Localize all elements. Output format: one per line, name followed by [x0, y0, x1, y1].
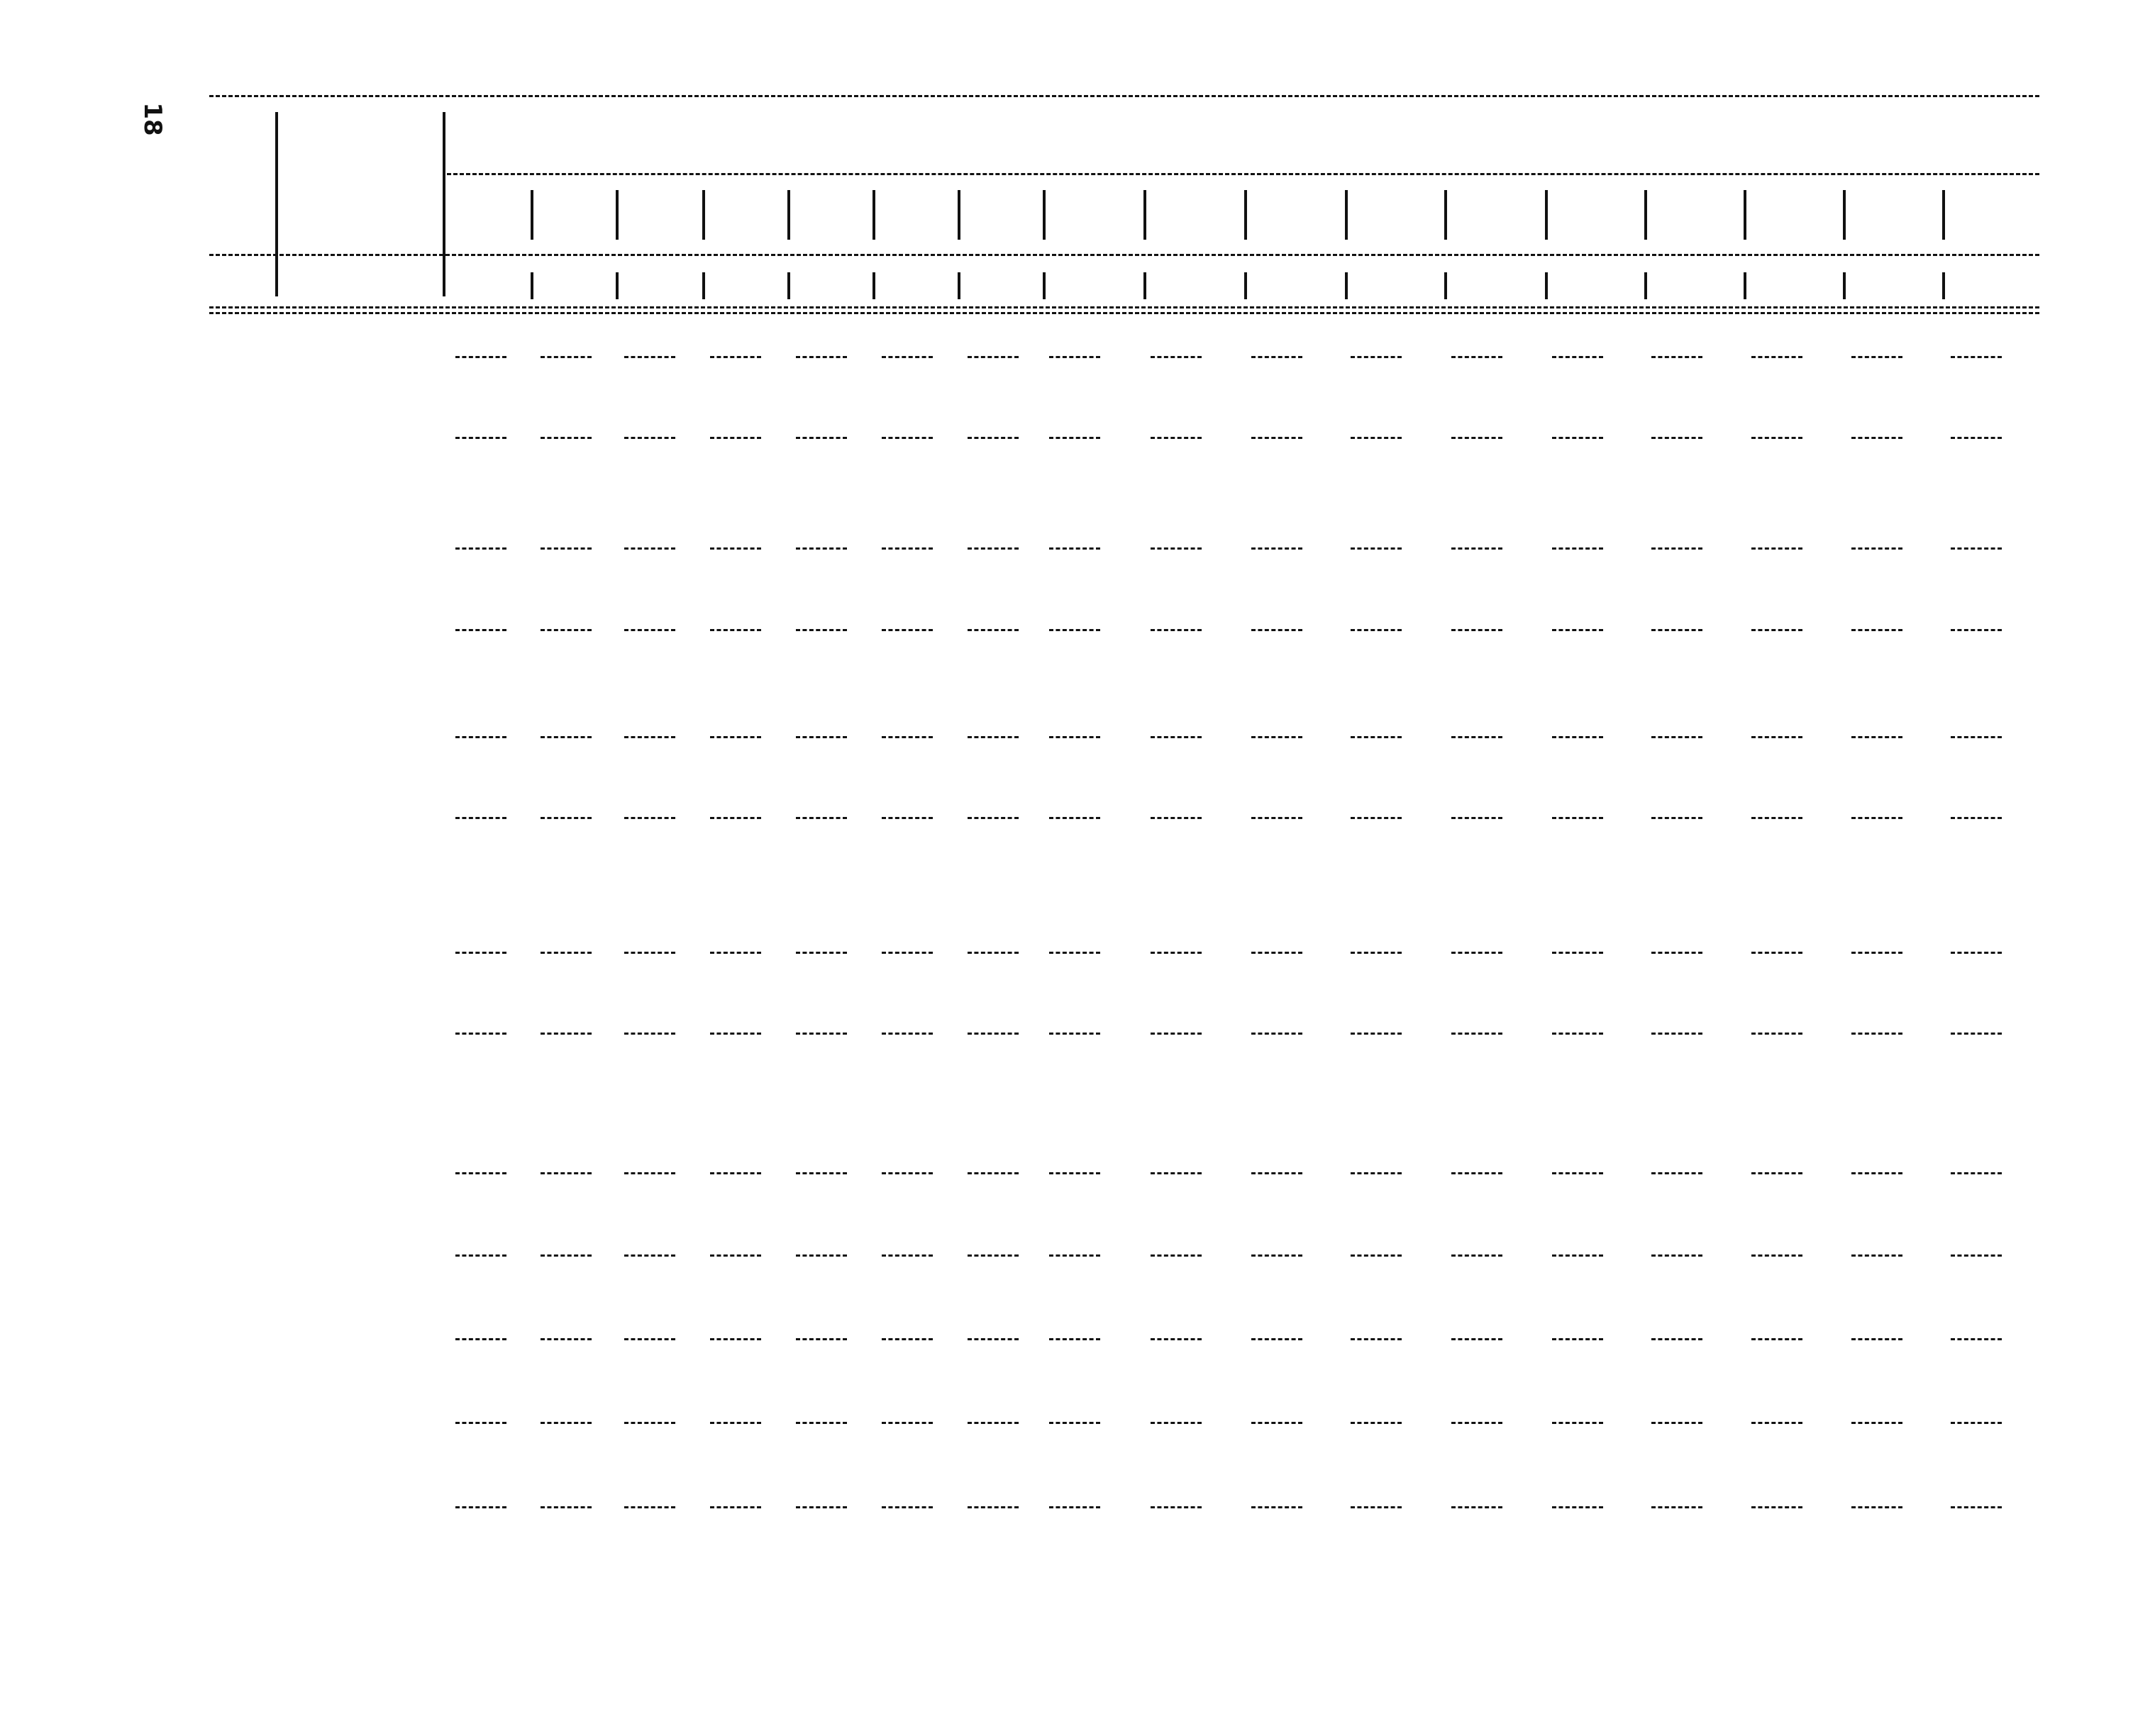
fraction-bar — [796, 736, 847, 738]
fraction-bar — [710, 1422, 761, 1424]
fraction-bar — [882, 1338, 933, 1340]
header-divider-colnum — [1942, 272, 1945, 299]
header-divider-region — [1843, 190, 1846, 240]
fraction-bar — [1552, 1338, 1603, 1340]
fraction-bar — [882, 547, 933, 550]
fraction-bar — [1351, 629, 1402, 631]
fraction-bar — [1751, 817, 1802, 819]
fraction-bar — [1151, 736, 1202, 738]
fraction-bar — [1351, 1033, 1402, 1035]
fraction-bar — [1751, 1033, 1802, 1035]
fraction-bar — [1751, 1422, 1802, 1424]
fraction-bar — [541, 1033, 592, 1035]
fraction-bar — [968, 817, 1019, 819]
fraction-bar — [1049, 1033, 1100, 1035]
page-number: 18 — [138, 102, 167, 136]
header-divider-colnum — [1345, 272, 1348, 299]
fraction-bar — [1451, 1033, 1502, 1035]
fraction-bar — [1151, 1033, 1202, 1035]
fraction-bar — [796, 1422, 847, 1424]
fraction-bar — [541, 547, 592, 550]
header-divider-region — [958, 190, 960, 240]
fraction-bar — [968, 547, 1019, 550]
fraction-bar — [624, 1254, 675, 1257]
header-divider-code — [443, 112, 445, 296]
header-divider-region — [1345, 190, 1348, 240]
header-divider-n — [275, 112, 278, 296]
fraction-bar — [1552, 1506, 1603, 1508]
fraction-bar — [1351, 736, 1402, 738]
fraction-bar — [710, 629, 761, 631]
fraction-bar — [796, 1033, 847, 1035]
fraction-bar — [796, 1254, 847, 1257]
fraction-bar — [455, 629, 506, 631]
fraction-bar — [455, 736, 506, 738]
fraction-bar — [1751, 1254, 1802, 1257]
fraction-bar — [1251, 1172, 1302, 1174]
fraction-bar — [1552, 1033, 1603, 1035]
fraction-bar — [1951, 1422, 2002, 1424]
fraction-bar — [796, 356, 847, 358]
fraction-bar — [624, 736, 675, 738]
fraction-bar — [1451, 1254, 1502, 1257]
fraction-bar — [455, 437, 506, 439]
fraction-bar — [882, 817, 933, 819]
fraction-bar — [1351, 1338, 1402, 1340]
fraction-bar — [1651, 437, 1702, 439]
fraction-bar — [541, 1506, 592, 1508]
fraction-bar — [1552, 736, 1603, 738]
fraction-bar — [796, 547, 847, 550]
fraction-bar — [1552, 437, 1603, 439]
header-divider-region — [1644, 190, 1647, 240]
fraction-bar — [882, 736, 933, 738]
fraction-bar — [796, 952, 847, 954]
fraction-bar — [1049, 817, 1100, 819]
fraction-bar — [1049, 629, 1100, 631]
header-divider-region — [1244, 190, 1247, 240]
fraction-bar — [1751, 736, 1802, 738]
fraction-bar — [1552, 817, 1603, 819]
fraction-bar — [455, 1033, 506, 1035]
fraction-bar — [1251, 1254, 1302, 1257]
fraction-bar — [968, 1338, 1019, 1340]
fraction-bar — [1151, 952, 1202, 954]
fraction-bar — [710, 817, 761, 819]
fraction-bar — [882, 437, 933, 439]
fraction-bar — [1351, 356, 1402, 358]
fraction-bar — [796, 1506, 847, 1508]
fraction-bar — [710, 356, 761, 358]
header-divider-region — [1942, 190, 1945, 240]
fraction-bar — [1451, 817, 1502, 819]
body-top-rule — [209, 312, 2039, 314]
fraction-bar — [1851, 1172, 1902, 1174]
header-divider-colnum — [702, 272, 705, 299]
fraction-bar — [796, 817, 847, 819]
fraction-bar — [968, 736, 1019, 738]
fraction-bar — [1451, 1172, 1502, 1174]
fraction-bar — [710, 952, 761, 954]
fraction-bar — [541, 1254, 592, 1257]
fraction-bar — [1049, 437, 1100, 439]
fraction-bar — [624, 1422, 675, 1424]
fraction-bar — [455, 1422, 506, 1424]
fraction-bar — [710, 437, 761, 439]
fraction-bar — [1351, 952, 1402, 954]
fraction-bar — [968, 629, 1019, 631]
fraction-bar — [1851, 629, 1902, 631]
fraction-bar — [541, 437, 592, 439]
fraction-bar — [1049, 1422, 1100, 1424]
fraction-bar — [1552, 356, 1603, 358]
fraction-bar — [1651, 1172, 1702, 1174]
fraction-bar — [1751, 356, 1802, 358]
fraction-bar — [1851, 736, 1902, 738]
fraction-bar — [1451, 1506, 1502, 1508]
fraction-bar — [1451, 1338, 1502, 1340]
fraction-bar — [1651, 629, 1702, 631]
fraction-bar — [1751, 629, 1802, 631]
fraction-bar — [1451, 437, 1502, 439]
fraction-bar — [1651, 817, 1702, 819]
header-bottom-rule — [209, 306, 2039, 308]
fraction-bar — [541, 1172, 592, 1174]
fraction-bar — [1151, 1172, 1202, 1174]
fraction-bar — [1151, 437, 1202, 439]
fraction-bar — [1951, 952, 2002, 954]
fraction-bar — [541, 1422, 592, 1424]
header-divider-colnum — [958, 272, 960, 299]
fraction-bar — [624, 629, 675, 631]
header-divider-colnum — [1043, 272, 1046, 299]
header-divider-region — [616, 190, 619, 240]
fraction-bar — [1552, 952, 1603, 954]
fraction-bar — [796, 437, 847, 439]
fraction-bar — [710, 1172, 761, 1174]
fraction-bar — [710, 1338, 761, 1340]
fraction-bar — [968, 356, 1019, 358]
fraction-bar — [1651, 952, 1702, 954]
fraction-bar — [1951, 736, 2002, 738]
fraction-bar — [1351, 1172, 1402, 1174]
header-mid-rule — [209, 254, 2039, 256]
fraction-bar — [1351, 817, 1402, 819]
fraction-bar — [1751, 1506, 1802, 1508]
fraction-bar — [796, 1172, 847, 1174]
header-top-rule — [209, 95, 2039, 97]
fraction-bar — [1951, 629, 2002, 631]
fraction-bar — [541, 952, 592, 954]
fraction-bar — [1451, 1422, 1502, 1424]
fraction-bar — [968, 1172, 1019, 1174]
fraction-bar — [710, 1254, 761, 1257]
fraction-bar — [882, 1033, 933, 1035]
fraction-bar — [1049, 547, 1100, 550]
fraction-bar — [624, 1506, 675, 1508]
fraction-bar — [710, 547, 761, 550]
fraction-bar — [1851, 1254, 1902, 1257]
fraction-bar — [1851, 356, 1902, 358]
fraction-bar — [1552, 1254, 1603, 1257]
fraction-bar — [1851, 1033, 1902, 1035]
fraction-bar — [882, 1172, 933, 1174]
fraction-bar — [1951, 1172, 2002, 1174]
header-divider-colnum — [1545, 272, 1548, 299]
fraction-bar — [1451, 547, 1502, 550]
fraction-bar — [1851, 437, 1902, 439]
fraction-bar — [1151, 356, 1202, 358]
header-divider-region — [702, 190, 705, 240]
fraction-bar — [1251, 1422, 1302, 1424]
fraction-bar — [1951, 437, 2002, 439]
fraction-bar — [624, 952, 675, 954]
fraction-bar — [1951, 1254, 2002, 1257]
header-divider-region — [1545, 190, 1548, 240]
fraction-bar — [710, 1033, 761, 1035]
fraction-bar — [1251, 952, 1302, 954]
fraction-bar — [1851, 1338, 1902, 1340]
header-divider-region — [787, 190, 790, 240]
fraction-bar — [1251, 1506, 1302, 1508]
header-divider-colnum — [1244, 272, 1247, 299]
fraction-bar — [541, 629, 592, 631]
fraction-bar — [1049, 736, 1100, 738]
fraction-bar — [1451, 356, 1502, 358]
header-divider-colnum — [616, 272, 619, 299]
fraction-bar — [882, 952, 933, 954]
fraction-bar — [968, 437, 1019, 439]
fraction-bar — [1851, 1422, 1902, 1424]
fraction-bar — [455, 1254, 506, 1257]
fraction-bar — [796, 1338, 847, 1340]
fraction-bar — [624, 1338, 675, 1340]
fraction-bar — [1351, 1422, 1402, 1424]
header-divider-colnum — [787, 272, 790, 299]
header-divider-colnum — [872, 272, 875, 299]
fraction-bar — [455, 952, 506, 954]
fraction-bar — [1552, 1422, 1603, 1424]
fraction-bar — [1251, 736, 1302, 738]
fraction-bar — [541, 736, 592, 738]
header-divider-region — [872, 190, 875, 240]
fraction-bar — [882, 1254, 933, 1257]
header-subtitle-rule — [447, 173, 2039, 175]
fraction-bar — [1351, 547, 1402, 550]
header-divider-region — [1043, 190, 1046, 240]
header-divider-colnum — [1644, 272, 1647, 299]
fraction-bar — [1151, 817, 1202, 819]
fraction-bar — [541, 1338, 592, 1340]
fraction-bar — [710, 1506, 761, 1508]
fraction-bar — [1651, 547, 1702, 550]
fraction-bar — [968, 1254, 1019, 1257]
fraction-bar — [1651, 1033, 1702, 1035]
fraction-bar — [624, 1172, 675, 1174]
fraction-bar — [1049, 1254, 1100, 1257]
fraction-bar — [1751, 437, 1802, 439]
fraction-bar — [1851, 817, 1902, 819]
fraction-bar — [1651, 1254, 1702, 1257]
fraction-bar — [1751, 1172, 1802, 1174]
fraction-bar — [882, 1422, 933, 1424]
header-divider-region — [1744, 190, 1746, 240]
fraction-bar — [1251, 817, 1302, 819]
fraction-bar — [1951, 547, 2002, 550]
fraction-bar — [1151, 629, 1202, 631]
fraction-bar — [882, 1506, 933, 1508]
fraction-bar — [1951, 1338, 2002, 1340]
fraction-bar — [1552, 629, 1603, 631]
fraction-bar — [1351, 437, 1402, 439]
fraction-bar — [710, 736, 761, 738]
fraction-bar — [1251, 1033, 1302, 1035]
fraction-bar — [1951, 1033, 2002, 1035]
fraction-bar — [1851, 547, 1902, 550]
header-divider-colnum — [1444, 272, 1447, 299]
fraction-bar — [796, 629, 847, 631]
fraction-bar — [968, 952, 1019, 954]
header-divider-colnum — [1143, 272, 1146, 299]
fraction-bar — [1651, 1422, 1702, 1424]
fraction-bar — [1751, 952, 1802, 954]
fraction-bar — [624, 356, 675, 358]
fraction-bar — [968, 1506, 1019, 1508]
fraction-bar — [455, 356, 506, 358]
fraction-bar — [1251, 356, 1302, 358]
header-divider-colnum — [1744, 272, 1746, 299]
fraction-bar — [541, 356, 592, 358]
header-divider-colnum — [1843, 272, 1846, 299]
fraction-bar — [968, 1033, 1019, 1035]
fraction-bar — [455, 547, 506, 550]
fraction-bar — [1049, 356, 1100, 358]
header-divider-colnum — [531, 272, 533, 299]
fraction-bar — [1651, 1506, 1702, 1508]
fraction-bar — [1151, 1254, 1202, 1257]
fraction-bar — [1951, 1506, 2002, 1508]
fraction-bar — [624, 1033, 675, 1035]
fraction-bar — [1049, 1506, 1100, 1508]
fraction-bar — [1251, 547, 1302, 550]
fraction-bar — [1651, 356, 1702, 358]
header-divider-region — [1444, 190, 1447, 240]
fraction-bar — [455, 1172, 506, 1174]
fraction-bar — [624, 437, 675, 439]
fraction-bar — [1351, 1506, 1402, 1508]
header-divider-region — [1143, 190, 1146, 240]
fraction-bar — [624, 817, 675, 819]
fraction-bar — [455, 1506, 506, 1508]
fraction-bar — [541, 817, 592, 819]
fraction-bar — [1251, 629, 1302, 631]
fraction-bar — [968, 1422, 1019, 1424]
fraction-bar — [455, 817, 506, 819]
fraction-bar — [1251, 1338, 1302, 1340]
fraction-bar — [455, 1338, 506, 1340]
fraction-bar — [1651, 1338, 1702, 1340]
fraction-bar — [1049, 1338, 1100, 1340]
fraction-bar — [1851, 1506, 1902, 1508]
fraction-bar — [1552, 1172, 1603, 1174]
fraction-bar — [1851, 952, 1902, 954]
fraction-bar — [624, 547, 675, 550]
fraction-bar — [1451, 736, 1502, 738]
fraction-bar — [1049, 1172, 1100, 1174]
fraction-bar — [1552, 547, 1603, 550]
fraction-bar — [1451, 952, 1502, 954]
fraction-bar — [882, 356, 933, 358]
fraction-bar — [1151, 1338, 1202, 1340]
fraction-bar — [1151, 1422, 1202, 1424]
header-divider-region — [531, 190, 533, 240]
fraction-bar — [1951, 817, 2002, 819]
fraction-bar — [1751, 547, 1802, 550]
fraction-bar — [1151, 1506, 1202, 1508]
fraction-bar — [1451, 629, 1502, 631]
fraction-bar — [1251, 437, 1302, 439]
fraction-bar — [1751, 1338, 1802, 1340]
fraction-bar — [1951, 356, 2002, 358]
fraction-bar — [882, 629, 933, 631]
fraction-bar — [1651, 736, 1702, 738]
fraction-bar — [1049, 952, 1100, 954]
fraction-bar — [1151, 547, 1202, 550]
fraction-bar — [1351, 1254, 1402, 1257]
